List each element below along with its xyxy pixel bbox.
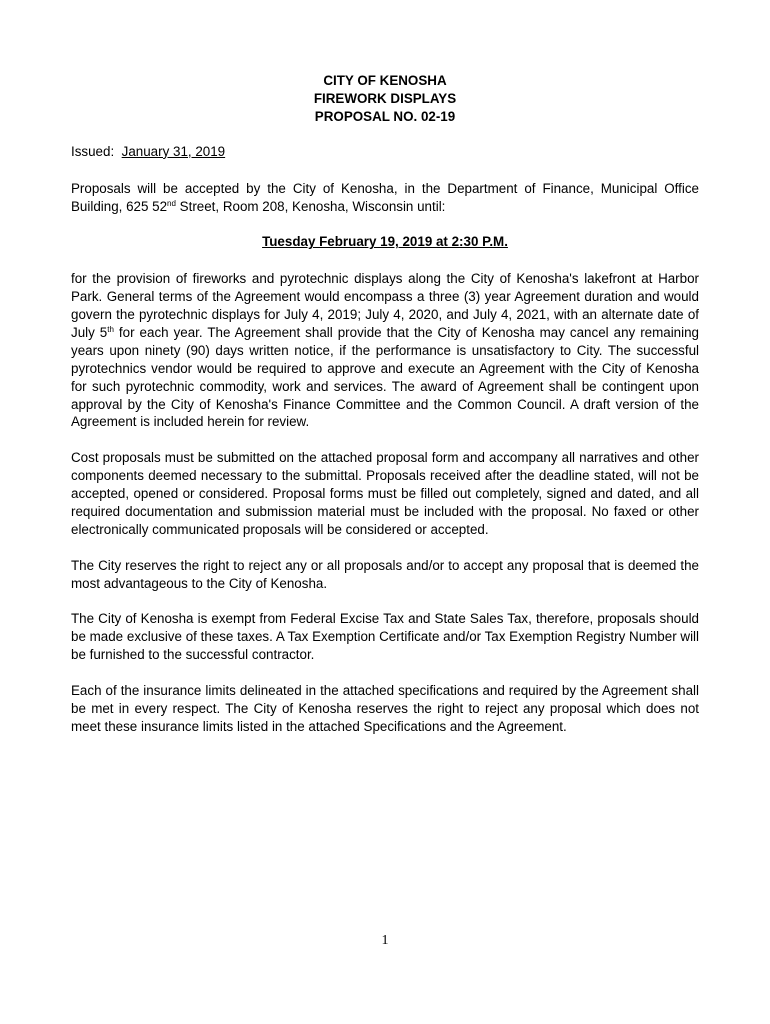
document-page: [71, 72, 699, 754]
header-proposal-number: PROPOSAL NO. 02-19: [314, 108, 456, 124]
intro-text-2: Street, Room 208, Kenosha, Wisconsin until:: [175, 198, 446, 214]
issued-label: Issued:: [71, 143, 115, 159]
intro-text-1: Proposals will be accepted by the City of Kenosha, in the Department of Finance, Municipal Office Building, 625 52: [71, 180, 699, 214]
page-number: 1: [381, 933, 389, 948]
document-header: [71, 72, 699, 126]
intro-paragraph: [71, 180, 699, 216]
issued-date: January 31, 2019: [121, 143, 226, 159]
provision-paragraph: [71, 270, 699, 431]
issued-line: [71, 143, 699, 161]
reserves-paragraph: The City reserves the right to reject any or all proposals and/or to accept any proposal that is deemed the most advantageous to the City of Kenosha.: [71, 557, 699, 591]
provision-text-2: for each year. The Agreement shall provide that the City of Kenosha may cancel any remaining years upon ninety (90) days written notice, if the performance is unsatisfactory to City. The successful pyrotechnics vendor would be required to approve and execute an Agreement with the City of Kenosha for such pyrotechnic commodity, work and services. The award of Agreement shall be contingent upon approval by the City of Kenosha's Finance Committee and the Common Council. A draft version of the Agreement is included herein for review.: [71, 324, 699, 430]
intro-superscript: nd: [167, 198, 176, 208]
deadline-date: Tuesday February 19, 2019 at 2:30 P.M.: [262, 234, 508, 250]
header-title: FIREWORK DISPLAYS: [313, 90, 457, 106]
insurance-paragraph: Each of the insurance limits delineated in the attached specifications and required by the Agreement shall be met in every respect. The City of Kenosha reserves the right to reject any proposal which does not meet these insurance limits listed in the attached Specifications and the Agreement.: [71, 683, 699, 734]
header-city: CITY OF KENOSHA: [323, 73, 447, 88]
tax-paragraph: The City of Kenosha is exempt from Federal Excise Tax and State Sales Tax, therefore, proposals should be made exclusive of these taxes. A Tax Exemption Certificate and/or Tax Exemption Registry Number will be furnished to the successful contractor.: [71, 611, 699, 663]
provision-text-1: for the provision of fireworks and pyrotechnic displays along the City of Kenosha's lakefront at Harbor Park. General terms of the Agreement would encompass a three (3) year Agreement duration and would govern the pyrotechnic displays for July 4, 2019; July 4, 2020, and July 4, 2021, with an alternate date of July 5: [71, 271, 699, 340]
provision-superscript: th: [107, 324, 114, 334]
cost-paragraph: Cost proposals must be submitted on the attached proposal form and accompany all narratives and other components deemed necessary to the submittal. Proposals received after the deadline stated, will not be accepted, opened or considered. Proposal forms must be filled out completely, signed and dated, and all required documentation and submission material must be included with the proposal. No faxed or other electronically communicated proposals will be considered or accepted.: [71, 450, 699, 537]
